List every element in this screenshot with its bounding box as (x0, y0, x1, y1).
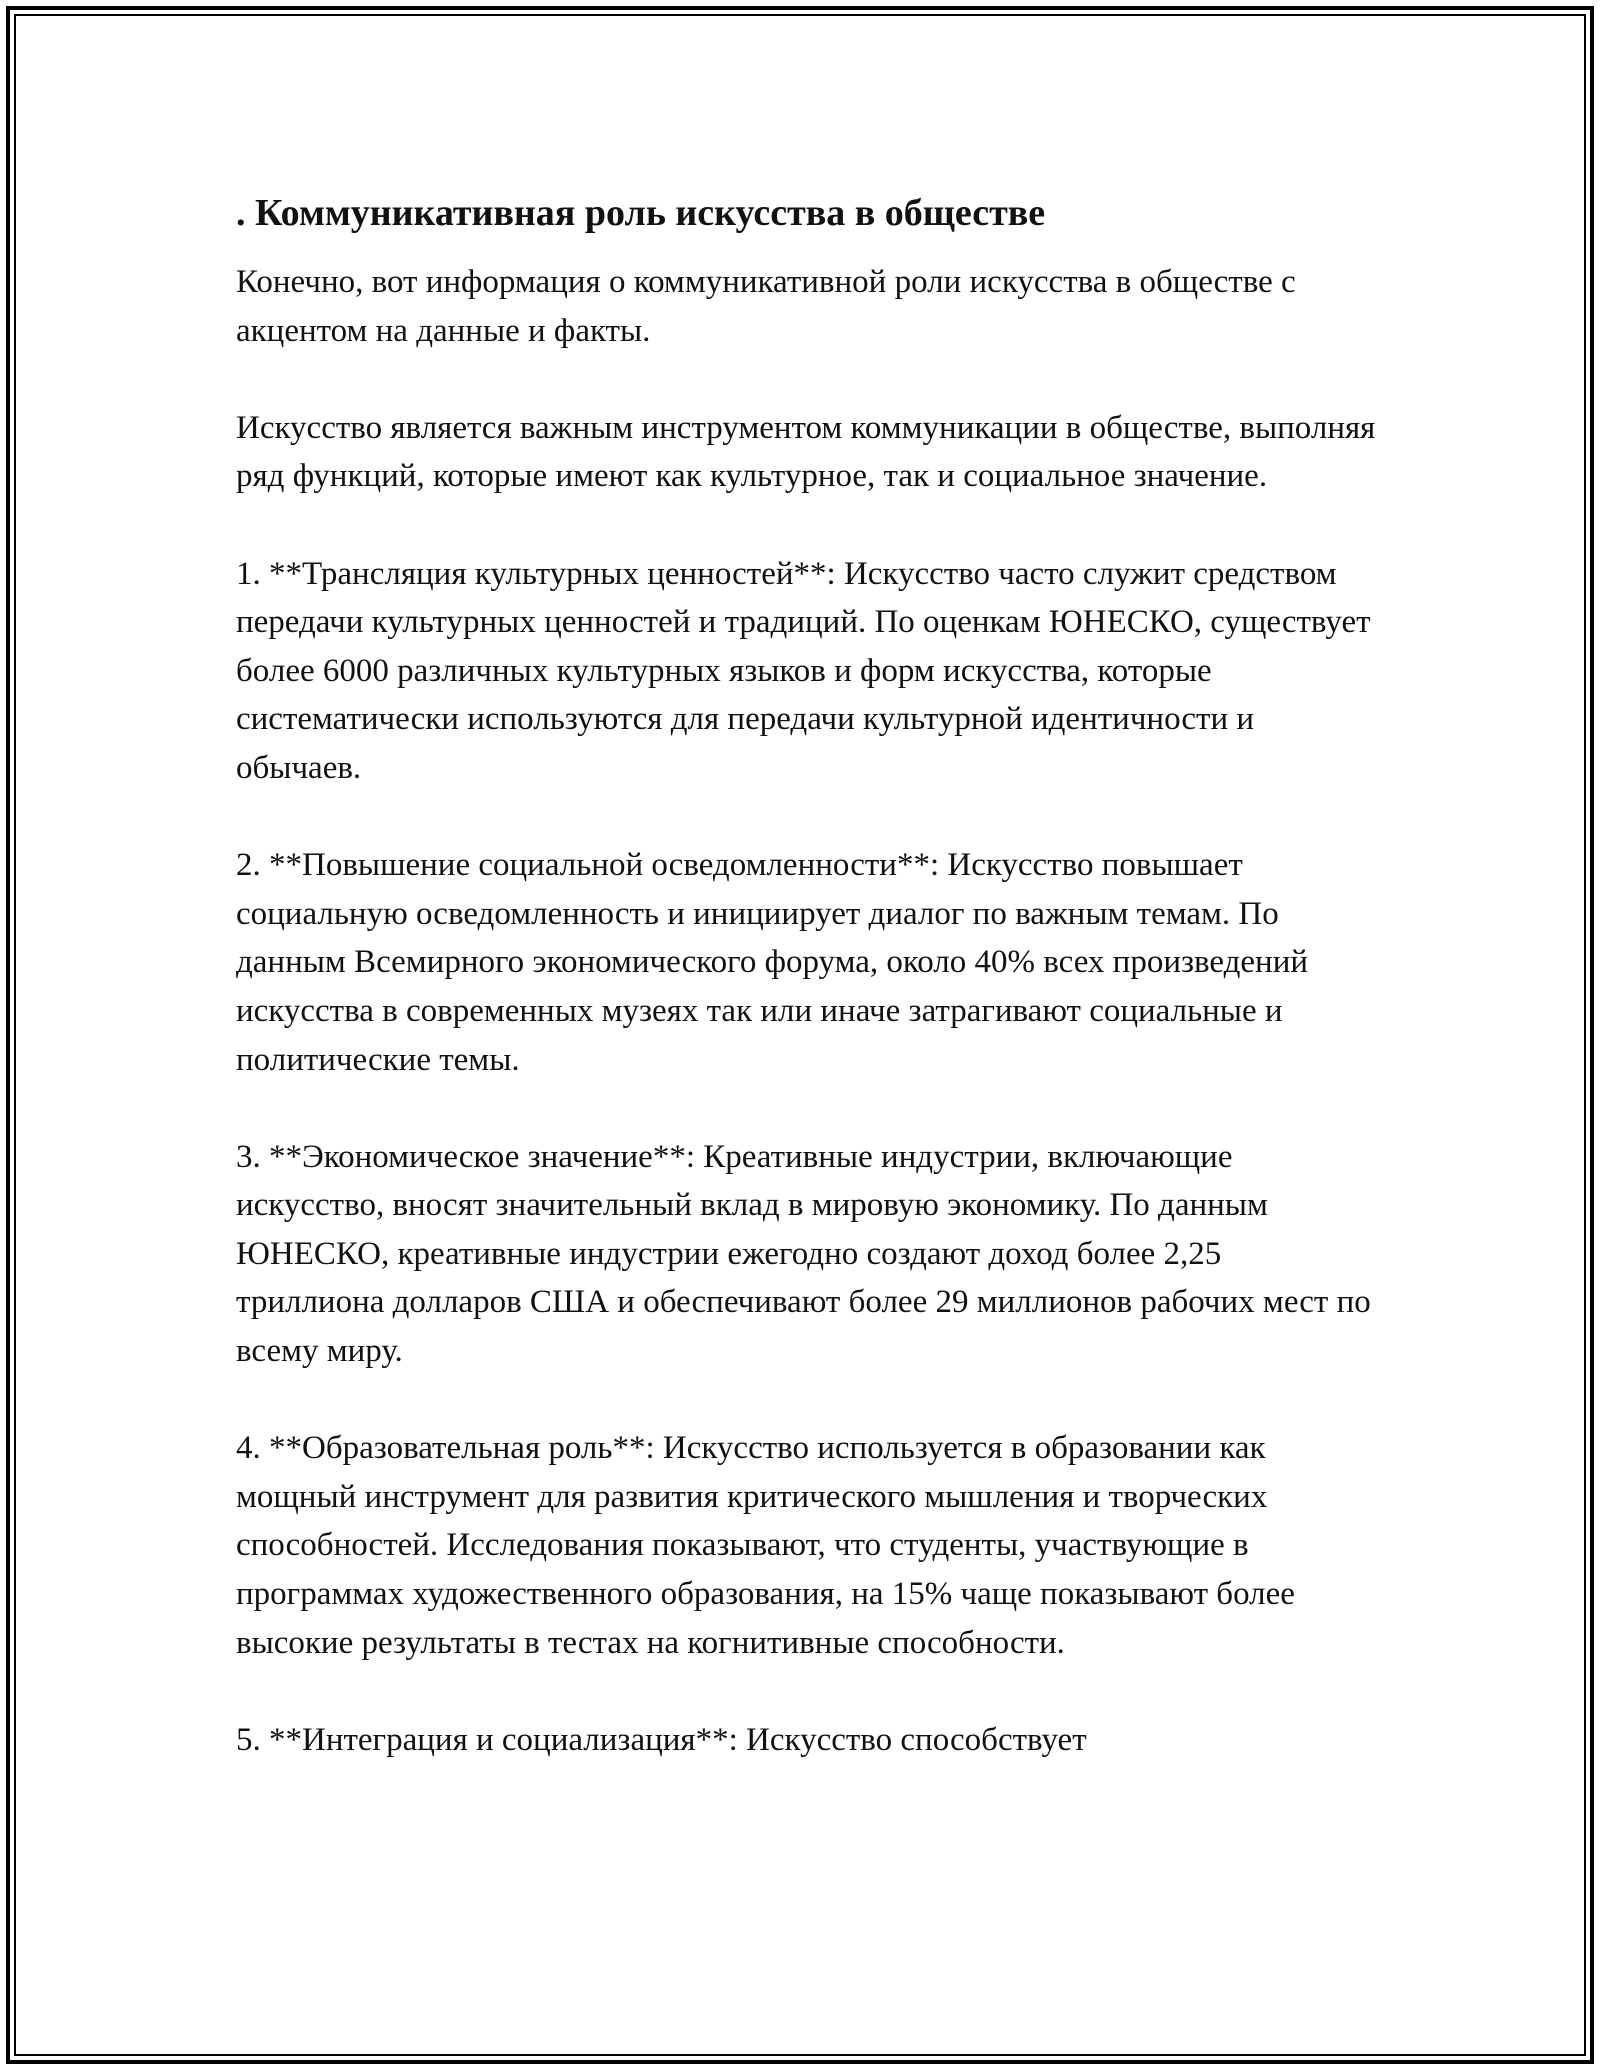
list-item-1: 1. **Трансляция культурных ценностей**: Искусство часто служит средством передачи культурных ценностей и традиций. По оценкам ЮНЕСКО, существует более 6000 различных культурных языков и форм искусства, которые систематически используются для передачи культурной идентичности и обычаев. (236, 555, 1371, 786)
overview-paragraph: Искусство является важным инструментом коммуникации в обществе, выполняя ряд функций, которые имеют как культурное, так и социальное значение. (236, 409, 1376, 495)
document-body (236, 186, 1376, 1764)
document-title: . Коммуникативная роль искусства в обществе (236, 192, 1046, 234)
intro-paragraph: Конечно, вот информация о коммуникативной роли искусства в обществе с акцентом на данные и факты. (236, 264, 1296, 349)
list-item-2: 2. **Повышение социальной осведомленности**: Искусство повышает социальную осведомленность и инициирует диалог по важным темам. По данным Всемирного экономического форума, около 40% всех произведений искусства в современных музеях так или иначе затрагивают социальные и политические темы. (236, 847, 1309, 1078)
list-item-3: 3. **Экономическое значение**: Креативные индустрии, включающие искусство, вносят значительный вклад в мировую экономику. По данным ЮНЕСКО, креативные индустрии ежегодно создают доход более 2,25 триллиона долларов США и обеспечивают более 29 миллионов рабочих мест по всему миру. (236, 1138, 1371, 1370)
list-item-4: 4. **Образовательная роль**: Искусство используется в образовании как мощный инструмент для развития критического мышления и творческих способностей. Исследования показывают, что студенты, участвующие в программах художественного образования, на 15% чаще показывают более высокие результаты в тестах на когнитивные способности. (236, 1430, 1295, 1661)
list-item-5: 5. **Интеграция и социализация**: Искусство способствует (236, 1721, 1087, 1758)
